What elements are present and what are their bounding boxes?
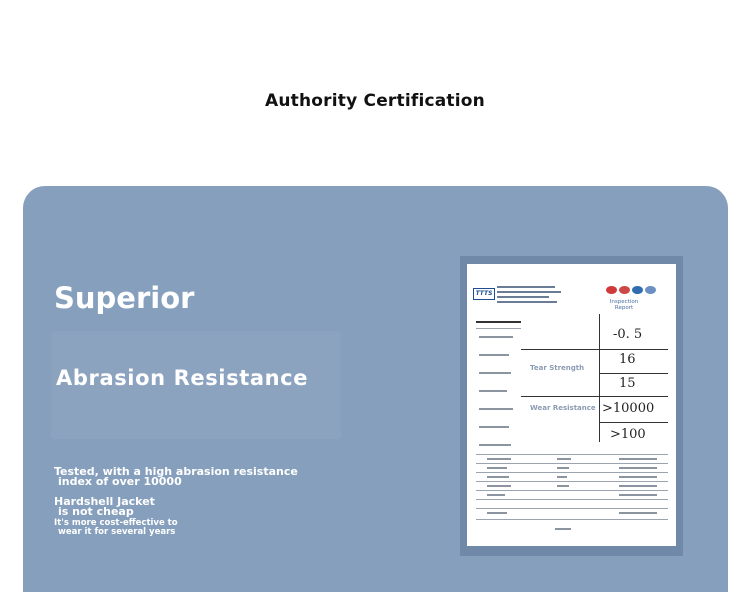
certificate-frame — [460, 256, 683, 556]
closeup-rule — [599, 373, 668, 374]
accreditation-mark-icon — [619, 286, 630, 294]
table-cell — [487, 494, 505, 496]
table-cell — [479, 444, 511, 446]
description-line-2: index of over 10000 — [58, 475, 182, 488]
result-value: 16 — [619, 352, 636, 367]
description-line-6: wear it for several years — [58, 527, 176, 537]
result-label: Wear Resistance — [530, 404, 596, 412]
table-cell — [557, 476, 567, 478]
results-closeup — [521, 314, 668, 442]
description-line-5: It's more cost-effective to — [54, 518, 178, 528]
table-line — [476, 472, 668, 473]
table-line — [476, 508, 668, 509]
inspection-label: Inspection Report — [609, 299, 639, 311]
table-cell — [479, 336, 513, 338]
table-line — [476, 499, 668, 500]
table-cell — [479, 354, 509, 356]
description-line-3: Hardshell Jacket — [54, 495, 155, 508]
table-cell — [487, 512, 507, 514]
accreditation-mark-icon — [606, 286, 617, 294]
feature-description — [54, 467, 298, 487]
table-cell — [619, 512, 657, 514]
table-cell — [487, 485, 511, 487]
table-cell — [619, 458, 657, 460]
table-cell — [619, 476, 657, 478]
table-cell — [557, 485, 569, 487]
table-cell — [557, 458, 571, 460]
feature-note — [54, 497, 155, 517]
feature-panel — [23, 186, 728, 592]
table-cell — [487, 476, 509, 478]
result-value: >100 — [610, 427, 646, 442]
table-cell — [479, 390, 507, 392]
result-value: 15 — [619, 376, 636, 391]
table-line — [476, 463, 668, 464]
result-label: Tear Strength — [530, 364, 585, 372]
page-number — [555, 528, 571, 530]
table-line — [476, 519, 668, 520]
accreditation-mark-icon — [632, 286, 643, 294]
table-cell — [619, 494, 657, 496]
feature-headline: Superior — [54, 281, 195, 315]
feature-subheadline: Abrasion Resistance — [56, 366, 309, 390]
table-cell — [487, 458, 511, 460]
table-cell — [479, 408, 513, 410]
page-title: Authority Certification — [265, 91, 485, 111]
inspection-report-document — [467, 264, 676, 546]
accreditation-mark-icon — [645, 286, 656, 294]
closeup-rule — [521, 396, 668, 397]
closeup-rule — [521, 349, 668, 350]
table-cell — [487, 467, 507, 469]
table-line — [476, 490, 668, 491]
closeup-rule — [599, 422, 668, 423]
result-value: >10000 — [602, 401, 655, 416]
table-cell — [557, 467, 569, 469]
feature-footnote — [54, 519, 178, 537]
lab-header-text — [497, 286, 561, 306]
table-cell — [479, 426, 509, 428]
table-line — [476, 454, 668, 455]
table-line — [476, 481, 668, 482]
lab-logo: TTTS — [473, 288, 495, 300]
description-line-1: Tested, with a high abrasion resistance — [54, 465, 298, 478]
description-line-4: is not cheap — [58, 505, 134, 518]
table-cell — [479, 372, 511, 374]
result-value: -0. 5 — [613, 327, 643, 342]
table-cell — [619, 485, 657, 487]
table-cell — [619, 467, 657, 469]
accreditation-marks — [606, 286, 658, 295]
